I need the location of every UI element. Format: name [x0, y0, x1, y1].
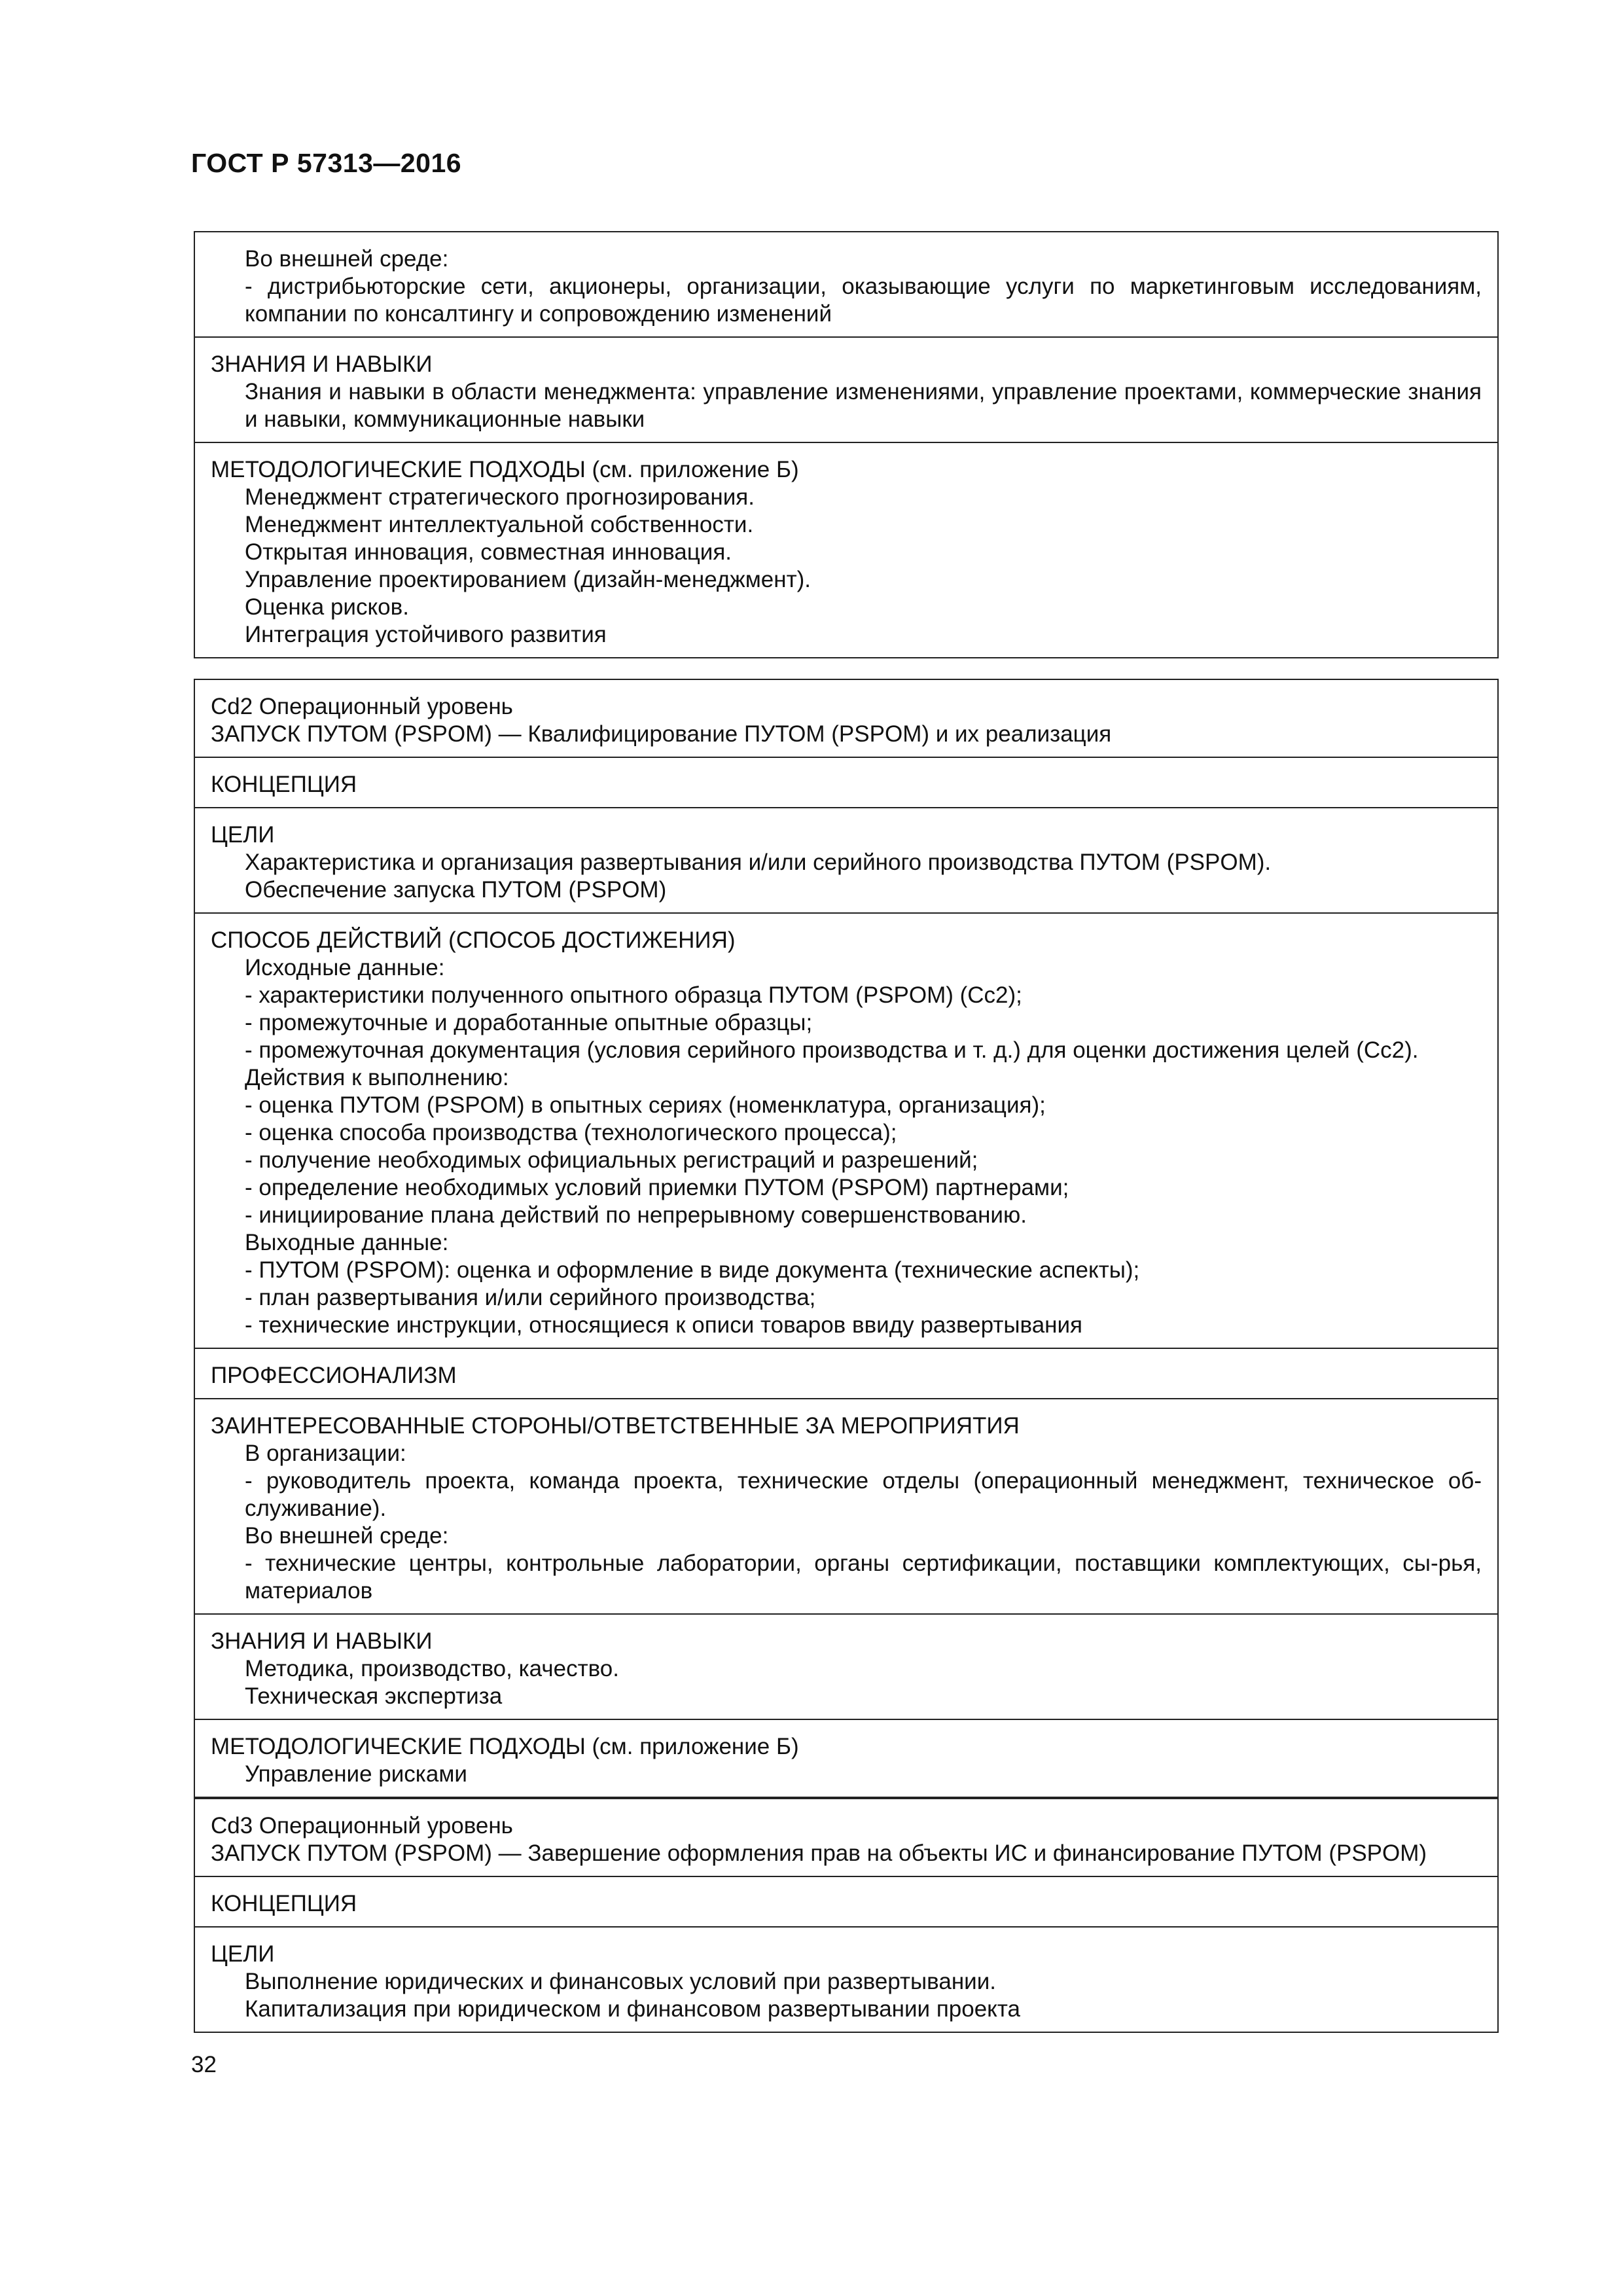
row-title: ЦЕЛИ: [211, 1941, 275, 1967]
row-title: МЕТОДОЛОГИЧЕСКИЕ ПОДХОДЫ (см. приложение Б): [211, 457, 799, 482]
row-line: - характеристики полученного опытного образца ПУТОМ (PSPOM) (Cc2);: [245, 982, 1022, 1008]
row-subtitle: ЗАПУСК ПУТОМ (PSPOM) — Квалифицирование ПУТОМ (PSPOM) и их реализация: [211, 721, 1112, 747]
row-line: Выходные данные:: [245, 1230, 449, 1255]
row-title: ЗАИНТЕРЕСОВАННЫЕ СТОРОНЫ/ОТВЕТСТВЕННЫЕ ЗА МЕРОПРИЯТИЯ: [211, 1413, 1020, 1439]
row-line: - ПУТОМ (PSPOM): оценка и оформление в виде документа (технические аспекты);: [245, 1257, 1140, 1283]
row-line: - план развертывания и/или серийного производства;: [245, 1285, 816, 1310]
row-paragraph: - дистрибьюторские сети, акционеры, организации, оказывающие услуги по маркетинговым исследованиям, компании по консалтингу и сопровождению изменений: [245, 274, 1482, 327]
table-row: [195, 336, 1497, 442]
table-3: [194, 1798, 1499, 2033]
row-line: Менеджмент стратегического прогнозирования.: [245, 484, 755, 510]
row-line: Оценка рисков.: [245, 594, 409, 620]
row-line: Во внешней среде:: [245, 246, 449, 272]
row-line: Управление проектированием (дизайн-менеджмент).: [245, 567, 811, 592]
row-line: В организации:: [245, 1441, 406, 1466]
table-row: [195, 232, 1497, 336]
row-title: МЕТОДОЛОГИЧЕСКИЕ ПОДХОДЫ (см. приложение Б): [211, 1734, 799, 1759]
row-line: Управление рисками: [245, 1761, 467, 1787]
row-line: Во внешней среде:: [245, 1523, 449, 1549]
table-row: [195, 1876, 1497, 1926]
table-row: [195, 807, 1497, 912]
table-row: [195, 1613, 1497, 1719]
table-row: [195, 442, 1497, 657]
row-line: Интеграция устойчивого развития: [245, 622, 607, 647]
row-title: ЦЕЛИ: [211, 822, 275, 848]
table-row: [195, 1719, 1497, 1797]
row-line: - оценка способа производства (технологического процесса);: [245, 1120, 897, 1145]
row-title: Cd2 Операционный уровень: [211, 694, 513, 719]
row-title: СПОСОБ ДЕЙСТВИЙ (СПОСОБ ДОСТИЖЕНИЯ): [211, 927, 736, 953]
row-title: КОНЦЕПЦИЯ: [211, 772, 357, 797]
table-row: [195, 1348, 1497, 1398]
row-line: Действия к выполнению:: [245, 1065, 509, 1090]
row-line: Открытая инновация, совместная инновация.: [245, 539, 732, 565]
table-row: [195, 1926, 1497, 2032]
row-title: ЗНАНИЯ И НАВЫКИ: [211, 1628, 433, 1654]
row-title: Cd3 Операционный уровень: [211, 1813, 513, 1839]
page-number: 32: [191, 2052, 217, 2077]
row-title: ПРОФЕССИОНАЛИЗМ: [211, 1363, 457, 1388]
row-line: Исходные данные:: [245, 955, 445, 980]
row-line: - промежуточная документация (условия серийного производства и т. д.) для оценки достижения целей (Cc2).: [245, 1037, 1419, 1063]
row-line: Характеристика и организация развертывания и/или серийного производства ПУТОМ (PSPOM).: [245, 850, 1272, 875]
table-row: [195, 1398, 1497, 1613]
row-line: Обеспечение запуска ПУТОМ (PSPOM): [245, 877, 667, 903]
document-header: ГОСТ Р 57313—2016: [191, 148, 462, 178]
row-paragraph: Знания и навыки в области менеджмента: управление изменениями, управление проектами, коммерческие знания и навыки, коммуникационные навыки: [245, 379, 1482, 432]
row-line: Капитализация при юридическом и финансовом развертывании проекта: [245, 1996, 1020, 2022]
row-line: - промежуточные и доработанные опытные образцы;: [245, 1010, 813, 1035]
row-title: ЗНАНИЯ И НАВЫКИ: [211, 351, 433, 377]
table-row: [195, 680, 1497, 757]
row-line: - технические инструкции, относящиеся к описи товаров ввиду развертывания: [245, 1312, 1083, 1338]
table-row: [195, 912, 1497, 1348]
row-line: - оценка ПУТОМ (PSPOM) в опытных сериях (номенклатура, организация);: [245, 1092, 1046, 1118]
row-line: - получение необходимых официальных регистраций и разрешений;: [245, 1147, 978, 1173]
table-1: [194, 231, 1499, 658]
row-line: - инициирование плана действий по непрерывному совершенствованию.: [245, 1202, 1027, 1228]
table-2: [194, 679, 1499, 1798]
table-row: [195, 1799, 1497, 1876]
row-line: - определение необходимых условий приемки ПУТОМ (PSPOM) партнерами;: [245, 1175, 1069, 1200]
table-row: [195, 757, 1497, 807]
row-title: КОНЦЕПЦИЯ: [211, 1891, 357, 1916]
row-subtitle: ЗАПУСК ПУТОМ (PSPOM) — Завершение оформления прав на объекты ИС и финансирование ПУТОМ (PSPOM): [211, 1840, 1427, 1866]
row-line: Техническая экспертиза: [245, 1683, 503, 1709]
row-paragraph: - технические центры, контрольные лаборатории, органы сертификации, поставщики комплектующих, сы-рья, материалов: [245, 1551, 1482, 1604]
row-line: Менеджмент интеллектуальной собственности.: [245, 512, 754, 537]
row-line: Методика, производство, качество.: [245, 1656, 619, 1681]
row-line: Выполнение юридических и финансовых условий при развертывании.: [245, 1969, 996, 1994]
row-paragraph: - руководитель проекта, команда проекта, технические отделы (операционный менеджмент, техническое об-служивание).: [245, 1468, 1482, 1521]
